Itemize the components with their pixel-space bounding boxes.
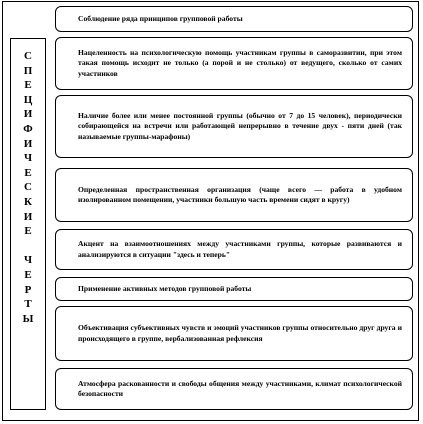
side-label-letter: С xyxy=(24,50,32,62)
side-label-letter: Р xyxy=(24,283,32,296)
side-label-letter: И xyxy=(23,137,33,150)
specific-features-label xyxy=(10,38,46,410)
side-label-letter: С xyxy=(24,181,32,194)
side-label-letter: Е xyxy=(24,166,32,179)
feature-text: Наличие более или менее постоянной группы (обычно от 7 до 15 человек), периодически собирающейся на встречи или работающей непрерывно в течение двух - пяти дней (так называемые группы-марафоны) xyxy=(78,111,402,141)
side-label-letter: Ц xyxy=(23,93,33,106)
side-label-letters xyxy=(11,49,45,326)
side-label-letter: К xyxy=(24,195,32,208)
feature-text: Акцент на взаимоотношениях между участниками группы, которые развиваются и анализируются в ситуации "здесь и теперь" xyxy=(78,239,402,259)
feature-box-permanent-group xyxy=(55,95,413,158)
feature-text: Нацеленность на психологическую помощь участникам группы в саморазвитии, при этом такая помощь исходит не только (а порой и не столько) от ведущего, сколько от самих участников xyxy=(78,48,402,78)
feature-box-active-methods xyxy=(55,277,413,301)
feature-text: Атмосфера раскованности и свободы общения между участниками, климат психологической безопасности xyxy=(78,378,402,398)
side-label-letter: И xyxy=(23,108,33,121)
feature-text: Соблюдение ряда принципов групповой работы xyxy=(78,13,243,23)
side-label-letter: Т xyxy=(24,298,32,311)
feature-box-relationships xyxy=(55,229,413,270)
side-label-letter: Ч xyxy=(23,254,33,267)
feature-box-objectification xyxy=(55,306,413,361)
side-label-letter: Е xyxy=(24,79,32,92)
side-label-letter: И xyxy=(23,210,33,223)
feature-box-spatial-organization xyxy=(55,168,413,222)
feature-text: Определенная пространственная организация (чаще всего — работа в удобном изолированном помещении, участники большую часть времени сидят в кругу) xyxy=(78,184,402,204)
side-label-gap xyxy=(11,239,45,254)
feature-box-atmosphere xyxy=(55,368,413,410)
feature-text: Применение активных методов групповой работы xyxy=(78,283,252,293)
side-label-letter: Е xyxy=(24,268,32,281)
side-label-letter: Ы xyxy=(22,312,34,325)
side-label-letter: Е xyxy=(24,225,32,238)
side-label-letter: П xyxy=(23,64,33,77)
side-label-letter: Ч xyxy=(23,152,33,165)
feature-box-psychological-help xyxy=(55,37,413,90)
feature-text: Объективация субъективных чувств и эмоций участников группы относительно друг друга и происходящего в группе, вербализованная рефлексия xyxy=(78,323,402,343)
feature-box-principles xyxy=(55,6,413,32)
side-label-letter: Ф xyxy=(23,122,33,135)
